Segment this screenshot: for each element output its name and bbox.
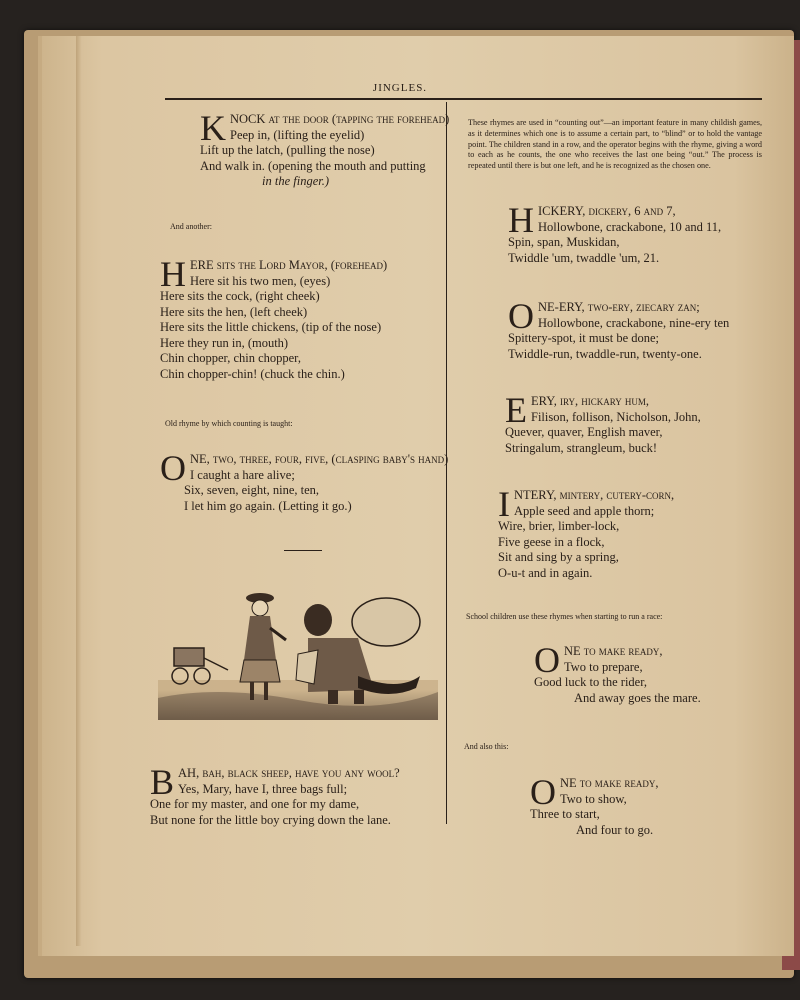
drop-cap: E: [505, 390, 527, 430]
verse-line: Stringalum, strangleum, buck!: [505, 440, 658, 455]
verse-line: Apple seed and apple thorn;: [514, 503, 655, 518]
rhyme-one-two-three: [160, 448, 450, 514]
section-divider: [284, 550, 322, 551]
verse-line: And four to go.: [576, 822, 654, 837]
drop-cap: O: [534, 640, 560, 680]
verse-line: Filison, follison, Nicholson, John,: [531, 409, 701, 424]
verse-line: NE, two, three, four, five, (clasping baby's hand): [190, 452, 449, 466]
verse-line: ERY, iry, hickary hum,: [531, 394, 649, 408]
label-and-another: And another:: [170, 222, 212, 231]
verse-line: Sit and sing by a spring,: [498, 550, 619, 564]
verse-line: Two to show,: [560, 791, 627, 806]
label-and-also-this: And also this:: [464, 742, 509, 751]
verse-line: Quever, quaver, English maver,: [505, 425, 663, 439]
verse-line: Five geese in a flock,: [498, 534, 605, 549]
rhyme-one-to-make-ready-1: [534, 640, 764, 706]
illustration-girl-and-sheep: [158, 580, 438, 720]
rhyme-baa-black-sheep: [150, 762, 450, 828]
label-school-children: School children use these rhymes when starting to run a race:: [466, 612, 663, 621]
drop-cap: H: [160, 254, 186, 294]
drop-cap: O: [508, 296, 534, 336]
verse-line: O-u-t and in again.: [498, 565, 593, 580]
verse-line: Hollowbone, crackabone, nine-ery ten: [538, 315, 730, 330]
verse-line: One for my master, and one for my dame,: [150, 797, 360, 811]
drop-cap: O: [160, 448, 186, 488]
rhyme-intery-mintery: [498, 484, 760, 581]
drop-cap: I: [498, 484, 510, 524]
verse-line: Spin, span, Muskidan,: [508, 235, 620, 249]
verse-line: Here sit his two men, (eyes): [190, 273, 331, 288]
verse-line: Lift up the latch, (pulling the nose): [200, 143, 375, 157]
rhyme-lord-mayor: [160, 254, 440, 382]
verse-line: NE to make ready,: [560, 776, 659, 790]
rhyme-hickery-dickery: [508, 200, 768, 266]
verse-line: Wire, brier, limber-lock,: [498, 519, 620, 533]
verse-line: Here sits the hen, (left cheek): [160, 304, 308, 319]
verse-line: Six, seven, eight, nine, ten,: [184, 483, 320, 497]
verse-line: Two to prepare,: [564, 659, 643, 674]
verse-line: ERE sits the Lord Mayor, (forehead): [190, 258, 388, 272]
verse-line: And away goes the mare.: [574, 690, 701, 705]
verse-line: NOCK at the door (tapping the forehead): [230, 112, 450, 126]
rhyme-one-to-make-ready-2: [530, 772, 760, 838]
verse-line: And walk in. (opening the mouth and putting: [200, 158, 426, 173]
verse-line: Chin chopper-chin! (chuck the chin.): [160, 366, 345, 381]
verse-line: Good luck to the rider,: [534, 675, 648, 689]
rhyme-eery-iry: [505, 390, 767, 456]
rhyme-knock-at-the-door: [200, 108, 450, 190]
verse-line: I let him go again. (Letting it go.): [184, 498, 352, 513]
verse-line: Spittery-spot, it must be done;: [508, 331, 660, 345]
verse-line: NE to make ready,: [564, 644, 663, 658]
verse-line: Hollowbone, crackabone, 10 and 11,: [538, 219, 722, 234]
rhyme-one-ery: [508, 296, 768, 362]
ground-shading: [158, 690, 438, 720]
verse-line: Twiddle-run, twaddle-run, twenty-one.: [508, 346, 702, 361]
verse-line: Here sits the cock, (right cheek): [160, 289, 320, 303]
head-rule: [165, 98, 762, 100]
drop-cap: B: [150, 762, 175, 802]
verse-line: Twiddle 'um, twaddle 'um, 21.: [508, 250, 660, 265]
running-head: JINGLES.: [372, 82, 428, 94]
drop-cap: H: [508, 200, 534, 240]
drop-cap: O: [530, 772, 556, 812]
verse-line: Chin chopper, chin chopper,: [160, 351, 301, 365]
verse-line: Here they run in, (mouth): [160, 335, 289, 350]
verse-line: NE-ERY, two-ery, ziecary zan;: [538, 300, 700, 314]
verse-line: Three to start,: [530, 807, 600, 821]
drop-cap: K: [200, 108, 226, 148]
verse-line: NTERY, mintery, cutery-corn,: [514, 488, 675, 502]
verse-line: Peep in, (lifting the eyelid): [230, 127, 365, 142]
page-fold: [76, 36, 82, 946]
verse-line: ICKERY, dickery, 6 and 7,: [538, 204, 676, 218]
counting-out-note: These rhymes are used in “counting out”—an important feature in many childish games, as it determines which one is to assume a certain part, to “blind” or to hold the vantage point. The children stand in a row, and the operator begins with the rhyme, giving a word to each as he counts, the one who receives the last one being “out.” The process is repeated until there is but one left, and he is recognized as the chosen one.: [468, 118, 762, 171]
verse-line: Here sits the little chickens, (tip of the nose): [160, 320, 382, 334]
label-old-rhyme: Old rhyme by which counting is taught:: [165, 419, 293, 428]
verse-line: I caught a hare alive;: [190, 467, 295, 482]
verse-line: Yes, Mary, have I, three bags full;: [178, 781, 348, 796]
verse-line: AH, bah, black sheep, have you any wool?: [178, 766, 400, 780]
verse-line: in the finger.): [262, 174, 330, 188]
verse-line: But none for the little boy crying down the lane.: [150, 812, 391, 827]
